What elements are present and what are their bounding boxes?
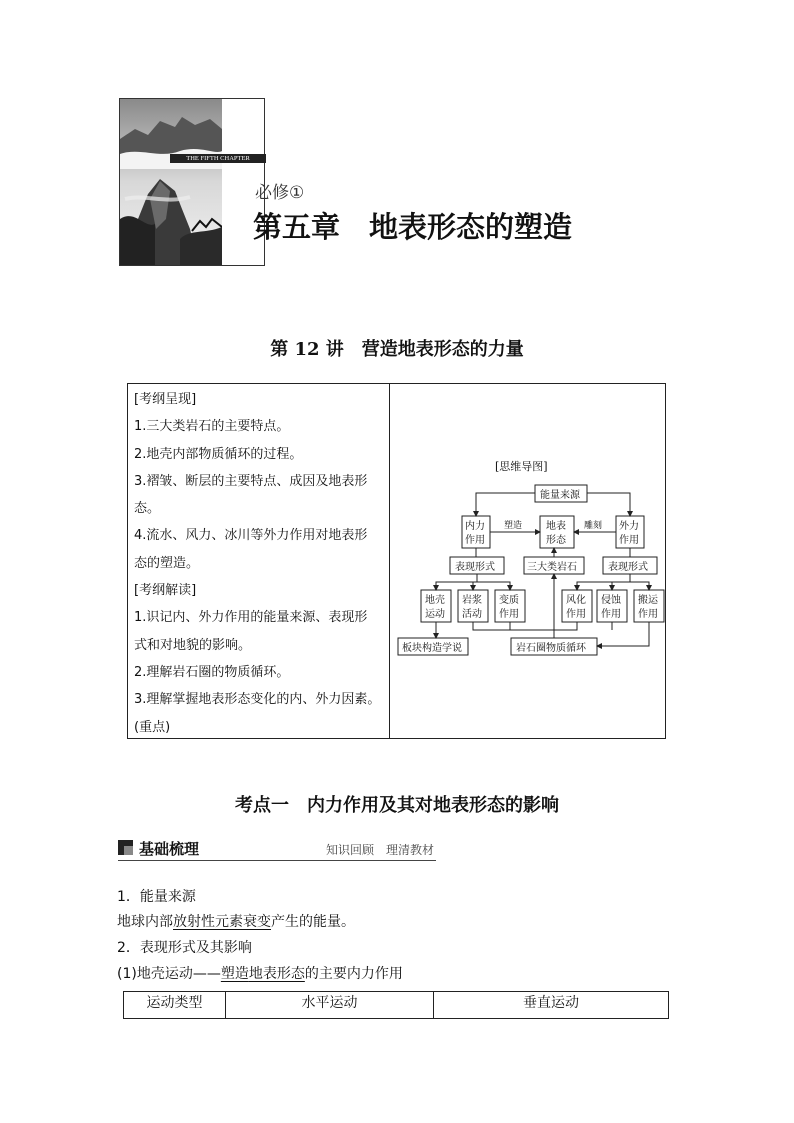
crust-label-1: 地壳 [425, 595, 445, 606]
magma-label-1: 岩浆 [462, 595, 482, 606]
cover-caption: THE FIFTH CHAPTER [170, 154, 266, 163]
outline-table [127, 383, 666, 739]
underlined-answer: 放射性元素衰变 [173, 914, 271, 930]
cover-mountain-image [120, 99, 222, 265]
transport-label-1: 搬运 [638, 595, 658, 606]
lesson-title: 第 12 讲 营造地表形态的力量 [270, 339, 524, 360]
section-title: 考点一 内力作用及其对地表形态的影响 [235, 795, 559, 816]
external-label-2: 作用 [619, 535, 639, 546]
crust-label-2: 运动 [425, 609, 445, 620]
erosion-label-1: 侵蚀 [601, 595, 621, 606]
table-header-cell: 水平运动 [226, 992, 434, 1018]
outline-line: 态。 [134, 501, 161, 517]
table-header-cell: 垂直运动 [523, 995, 579, 1011]
magma-label-2: 活动 [462, 609, 482, 620]
form-right-label: 表现形式 [608, 562, 648, 573]
outline-line: 3.理解掌握地表形态变化的内、外力因素。 [134, 692, 381, 708]
outline-line: (重点) [134, 719, 171, 735]
table-header-cell: 运动类型 [124, 992, 226, 1018]
mindmap-title: [思维导图] [495, 460, 548, 473]
carve-label: 雕刻 [584, 521, 603, 531]
sub-section-tag: 知识回顾 理清教材 [326, 843, 435, 857]
weather-label-2: 作用 [566, 609, 586, 620]
form-left-label: 表现形式 [455, 562, 495, 573]
text-span: 的主要内力作用 [304, 966, 403, 982]
surface-label-2: 形态 [546, 535, 566, 546]
external-label-1: 外力 [619, 521, 639, 532]
section-square-icon [118, 840, 133, 855]
internal-label-1: 内力 [465, 521, 485, 532]
energy-label: 能量来源 [540, 490, 580, 501]
section-rule [118, 860, 436, 861]
internal-label-2: 作用 [465, 535, 485, 546]
series-label: 必修① [255, 183, 305, 203]
erosion-label-2: 作用 [601, 609, 621, 620]
outline-line: 式和对地貌的影响。 [134, 637, 252, 653]
shape-label: 塑造 [504, 521, 523, 531]
outline-line: 2.理解岩石圈的物质循环。 [134, 664, 290, 680]
outline-line: 1.三大类岩石的主要特点。 [134, 419, 290, 435]
exam-outline-panel [128, 384, 390, 738]
meta-label-2: 作用 [499, 609, 519, 620]
transport-label-2: 作用 [638, 609, 658, 620]
outline-line: [考纲呈现] [134, 392, 197, 407]
movement-table [123, 991, 669, 1019]
mind-map [390, 384, 665, 738]
sub-section-title: 基础梳理 [139, 840, 200, 858]
plate-label: 板块构造学说 [402, 643, 462, 654]
heading-energy: 1．能量来源 [117, 889, 196, 905]
chapter-title: 第五章 地表形态的塑造 [253, 210, 573, 244]
outline-line: 3.褶皱、断层的主要特点、成因及地表形 [134, 473, 368, 489]
paragraph-energy [117, 911, 355, 931]
weather-label-1: 风化 [566, 595, 586, 606]
surface-label-1: 地表 [546, 521, 566, 532]
text-span: 产生的能量。 [271, 914, 355, 930]
heading-forms: 2．表现形式及其影响 [117, 940, 252, 956]
underlined-answer: 地表形态 [248, 966, 305, 982]
cycle-label: 岩石圈物质循环 [516, 643, 586, 654]
outline-line: 1.识记内、外力作用的能量来源、表现形 [134, 610, 368, 626]
underlined-answer: 塑造 [220, 966, 249, 982]
outline-line: 态的塑造。 [134, 555, 200, 571]
paragraph-crust [117, 963, 403, 983]
outline-line: 2.地壳内部物质循环的过程。 [134, 446, 303, 462]
outline-line: [考纲解读] [134, 583, 197, 599]
text-span: (1)地壳运动—— [117, 966, 221, 982]
text-span: 地球内部 [117, 914, 173, 930]
outline-line: 4.流水、风力、冰川等外力作用对地表形 [134, 528, 368, 544]
meta-label-1: 变质 [499, 595, 519, 606]
rocks-label: 三大类岩石 [527, 562, 577, 573]
